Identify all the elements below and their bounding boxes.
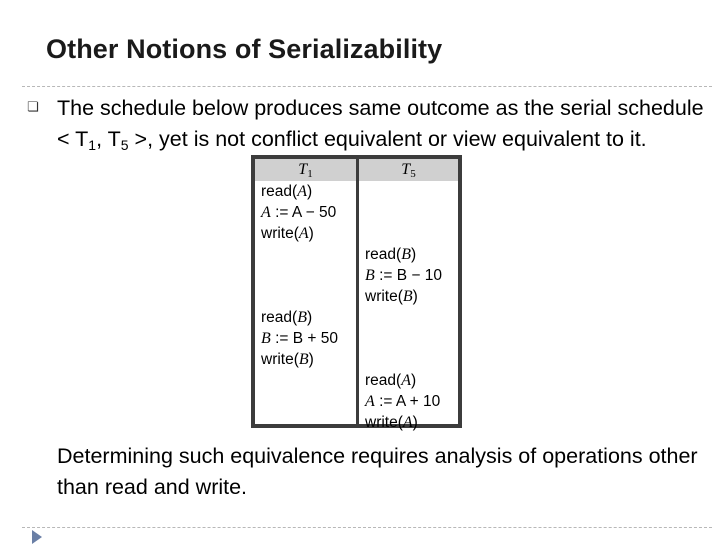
operation-t5-3 xyxy=(365,370,416,391)
operation-variable: A xyxy=(402,414,413,431)
operation-t1-5 xyxy=(261,349,314,370)
operation-suffix: ) xyxy=(410,246,417,263)
operation-variable: A xyxy=(297,183,307,200)
operation-suffix: ) xyxy=(306,183,313,200)
operation-suffix: ) xyxy=(308,225,314,242)
conclusion-text: Determining such equivalence requires analysis of operations other than read and write. xyxy=(57,444,698,499)
column-header-t5-name: T xyxy=(401,161,411,178)
triangle-arrow-icon xyxy=(32,530,42,544)
operation-variable: A xyxy=(261,204,271,221)
bullet-text-end: >, yet is not conflict equivalent or view equivalent to it. xyxy=(128,127,647,151)
operation-variable: B xyxy=(365,267,375,284)
footer-divider xyxy=(22,527,712,528)
bullet-subscript-5: 5 xyxy=(120,137,129,153)
operation-variable: B xyxy=(401,246,411,263)
operation-prefix: write( xyxy=(365,414,403,431)
bullet-text xyxy=(57,93,707,161)
operation-prefix: write( xyxy=(365,288,403,305)
bullet-text-start: The schedule below produces same outcome as the serial schedule < T xyxy=(57,96,704,151)
operation-variable: A xyxy=(298,225,309,242)
operation-variable: B xyxy=(297,309,307,326)
operation-suffix: ) xyxy=(412,288,418,305)
operation-variable: B xyxy=(298,351,309,368)
column-header-t5-sub: 5 xyxy=(410,168,416,180)
operation-suffix: ) xyxy=(306,309,313,326)
operation-t1-2 xyxy=(261,223,314,244)
operation-variable: B xyxy=(261,330,271,347)
column-header-t1-sub: 1 xyxy=(307,168,313,180)
square-bullet-icon: ❏ xyxy=(27,99,39,114)
operation-prefix: read( xyxy=(365,372,402,389)
operation-suffix: := A − 50 xyxy=(270,204,337,221)
operation-prefix: write( xyxy=(261,351,299,368)
operation-suffix: := A + 10 xyxy=(374,393,441,410)
bullet-text-mid: , T xyxy=(96,127,121,151)
column-header-t5 xyxy=(359,159,458,181)
operation-prefix: write( xyxy=(261,225,299,242)
title-divider xyxy=(22,86,712,87)
operation-t5-5 xyxy=(365,412,418,433)
operation-t1-0 xyxy=(261,181,312,202)
column-header-t1 xyxy=(255,159,356,181)
operation-variable: B xyxy=(402,288,413,305)
column-divider xyxy=(356,159,359,424)
schedule-table xyxy=(251,155,462,431)
operation-prefix: read( xyxy=(365,246,402,263)
operation-t1-4 xyxy=(261,328,338,349)
operation-variable: A xyxy=(401,372,411,389)
operation-suffix: ) xyxy=(308,351,314,368)
operation-prefix: read( xyxy=(261,309,298,326)
operation-suffix: := B + 50 xyxy=(270,330,338,347)
operation-suffix: ) xyxy=(410,372,417,389)
operation-t1-3 xyxy=(261,307,312,328)
operation-t5-0 xyxy=(365,244,416,265)
operation-t5-1 xyxy=(365,265,442,286)
operation-suffix: := B − 10 xyxy=(374,267,442,284)
column-header-t1-name: T xyxy=(298,161,308,178)
operation-suffix: ) xyxy=(412,414,418,431)
operation-variable: A xyxy=(365,393,375,410)
operation-prefix: read( xyxy=(261,183,298,200)
bullet-subscript-1: 1 xyxy=(88,137,97,153)
operation-t5-2 xyxy=(365,286,418,307)
schedule-table-body xyxy=(255,159,458,431)
operation-t5-4 xyxy=(365,391,440,412)
operation-t1-1 xyxy=(261,202,336,223)
slide-title: Other Notions of Serializability xyxy=(46,34,443,64)
